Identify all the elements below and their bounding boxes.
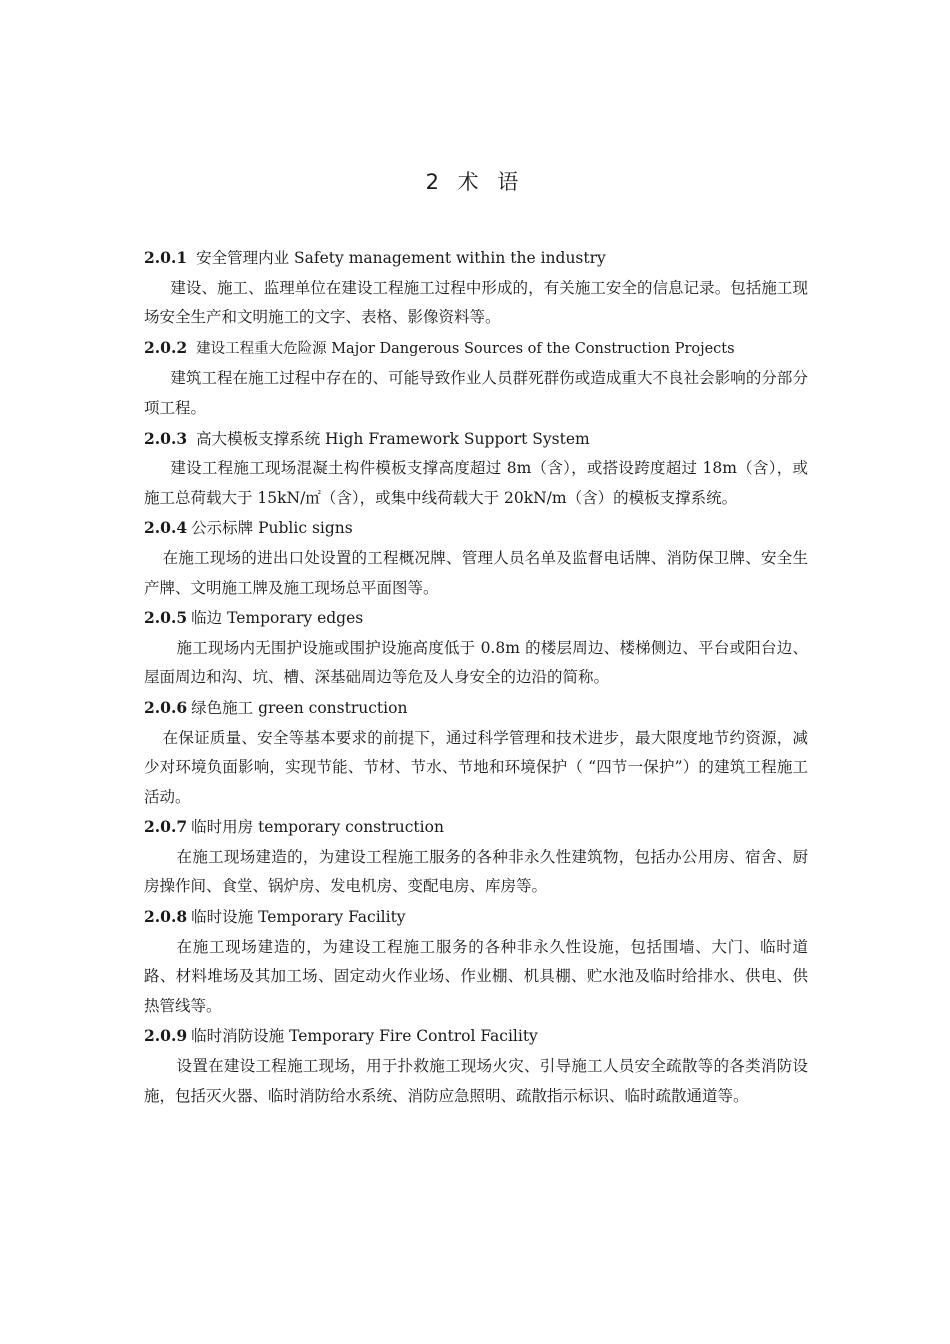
- term-definition: 在保证质量、安全等基本要求的前提下，通过科学管理和技术进步，最大限度地节约资源，减少对环境负面影响，实现节能、节材、节水、节地和环境保护（ “四节一保护”）的建筑工程施工活动。: [144, 728, 808, 806]
- chapter-title: 2 术 语: [425, 170, 525, 194]
- term-definition: 在施工现场的进出口处设置的工程概况牌、管理人员名单及监督电话牌、消防保卫牌、安全生产牌、文明施工牌及施工现场总平面图等。: [144, 548, 808, 597]
- term-entry: [144, 693, 808, 812]
- term-number: 2.0.5: [144, 608, 188, 628]
- term-name: 公示标牌 Public signs: [191, 519, 353, 538]
- term-entry: [144, 812, 808, 902]
- term-number: 2.0.8: [144, 907, 188, 927]
- term-definition: 设置在建设工程施工现场，用于扑救施工现场火灾、引导施工人员安全疏散等的各类消防设施，包括灭火器、临时消防给水系统、消防应急照明、疏散指示标识、临时疏散通道等。: [144, 1057, 808, 1105]
- term-number: 2.0.2: [144, 337, 188, 357]
- term-heading: [144, 603, 808, 634]
- term-name: 临时用房 temporary construction: [191, 818, 444, 837]
- term-heading: [144, 812, 808, 843]
- term-number: 2.0.9: [144, 1026, 188, 1046]
- term-definition: 建设、施工、监理单位在建设工程施工过程中形成的，有关施工安全的信息记录。包括施工现场安全生产和文明施工的文字、表格、影像资料等。: [144, 278, 808, 327]
- term-number: 2.0.6: [144, 697, 188, 717]
- term-definition: 施工现场内无围护设施或围护设施高度低于 0.8m 的楼层周边、楼梯侧边、平台或阳台边、屋面周边和沟、坑、槽、深基础周边等危及人身安全的边沿的简称。: [144, 638, 808, 687]
- term-heading: [144, 693, 808, 724]
- term-name: 安全管理内业 Safety management within the industry: [196, 249, 606, 267]
- term-definition: 建筑工程在施工过程中存在的、可能导致作业人员群死群伤或造成重大不良社会影响的分部分项工程。: [144, 369, 808, 417]
- term-definition: 在施工现场建造的，为建设工程施工服务的各种非永久性设施，包括围墙、大门、临时道路、材料堆场及其加工场、固定动火作业场、作业棚、机具棚、贮水池及临时给排水、供电、供热管线等。: [144, 937, 808, 1015]
- term-entry: [144, 333, 808, 424]
- term-entry: [144, 513, 808, 603]
- term-heading: [144, 333, 808, 365]
- term-entry: [144, 603, 808, 693]
- term-heading: [144, 243, 808, 274]
- term-heading: [144, 513, 808, 544]
- term-entry: [144, 1021, 808, 1111]
- term-entry: [144, 243, 808, 333]
- term-heading: [144, 902, 808, 933]
- term-name: 绿色施工 green construction: [191, 698, 408, 717]
- term-name: 高大模板支撑系统 High Framework Support System: [196, 429, 590, 448]
- term-number: 2.0.7: [144, 817, 188, 837]
- term-heading: [144, 424, 808, 455]
- term-number: 2.0.1: [144, 248, 188, 267]
- term-number: 2.0.4: [144, 518, 188, 538]
- term-entry: [144, 902, 808, 1021]
- term-name: 建设工程重大危险源 Major Dangerous Sources of the Construction Projects: [196, 340, 735, 357]
- term-definition: 在施工现场建造的，为建设工程施工服务的各种非永久性建筑物，包括办公用房、宿舍、厨房操作间、食堂、锅炉房、发电机房、变配电房、库房等。: [144, 847, 808, 896]
- term-entry: [144, 424, 808, 514]
- term-number: 2.0.3: [144, 428, 188, 448]
- term-name: 临时消防设施 Temporary Fire Control Facility: [191, 1027, 538, 1046]
- term-definition: 建设工程施工现场混凝土构件模板支撑高度超过 8m（含），或搭设跨度超过 18m（含），或施工总荷载大于 15kN/㎡（含），或集中线荷载大于 20kN/m（含）的模板支撑系统。: [144, 459, 808, 507]
- term-name: 临时设施 Temporary Facility: [191, 908, 406, 927]
- term-heading: [144, 1021, 808, 1052]
- terms-section: [144, 243, 808, 1111]
- term-name: 临边 Temporary edges: [191, 609, 364, 628]
